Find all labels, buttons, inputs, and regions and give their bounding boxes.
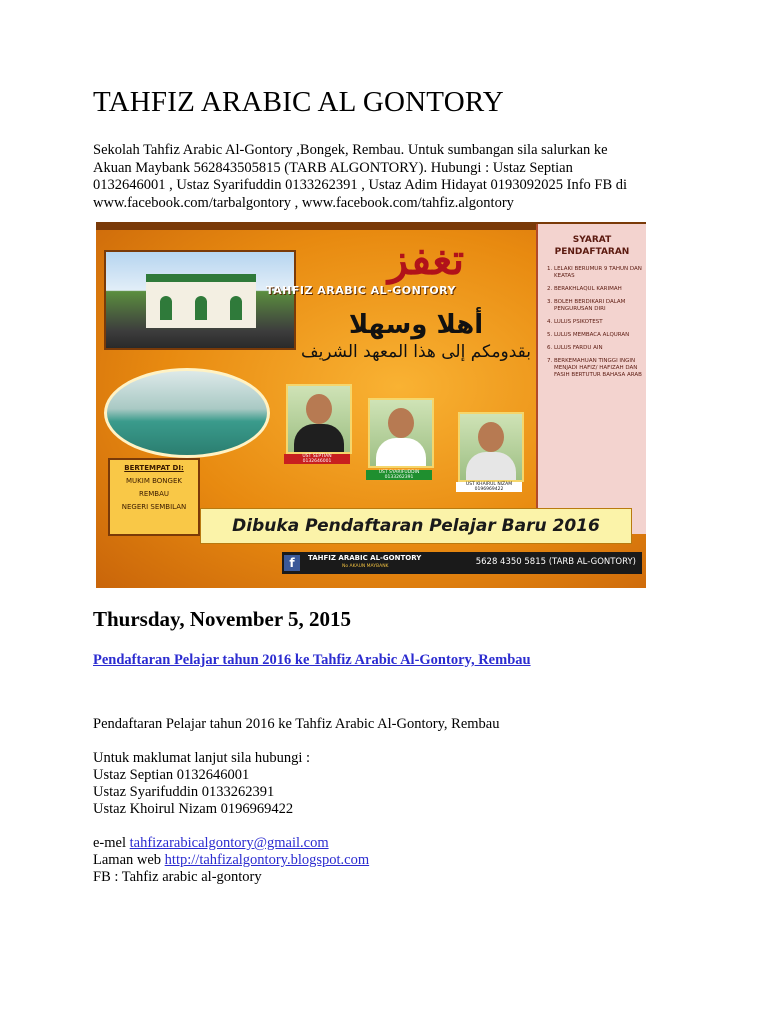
requirement-item: 4. LULUS PSIKOTEST	[554, 319, 642, 326]
teacher-face	[388, 408, 414, 438]
footer-school-name: TAHFIZ ARABIC AL-GONTORY	[308, 554, 422, 562]
location-line: MUKIM BONGEK	[126, 477, 182, 485]
contact-line: Ustaz Khoirul Nizam 0196969422	[93, 801, 294, 817]
contact-line: Ustaz Syarifuddin 0133262391	[93, 784, 275, 800]
teacher-photo	[458, 412, 524, 482]
building-window	[230, 296, 242, 320]
intro-line: www.facebook.com/tarbalgontory , www.facebook.com/tahfiz.algontory	[93, 194, 514, 211]
location-line: NEGERI SEMBILAN	[121, 503, 187, 511]
requirement-item: 5. LULUS MEMBACA ALQURAN	[554, 332, 642, 339]
web-line: Laman web http://tahfizalgontory.blogspot.com	[93, 852, 370, 868]
registration-banner-image	[96, 222, 646, 588]
teacher-body	[466, 452, 516, 480]
requirement-item: 7. BERKEMAHUAN TINGGI INGIN MENJADI HAFIZ/ HAFIZAH DAN FASIH BERTUTUR BAHASA ARAB	[554, 358, 642, 379]
teacher-caption: UST KHAIRUL NIZAM 0196969422	[456, 482, 522, 492]
school-building-photo	[104, 250, 296, 350]
building-door	[195, 296, 207, 320]
intro-line: 0132646001 , Ustaz Syarifuddin 0133262391 , Ustaz Adim Hidayat 0193092025 Info FB di	[93, 177, 628, 193]
location-box	[108, 458, 200, 536]
footer-account-label: No AKAUN MAYBANK	[342, 564, 389, 569]
post-title-link[interactable]: Pendaftaran Pelajar tahun 2016 ke Tahfiz Arabic Al-Gontory, Rembau	[93, 652, 531, 668]
facebook-line: FB : Tahfiz arabic al-gontory	[93, 869, 262, 885]
school-calligraphy-logo: ﺗﻐﻔﺰ	[387, 235, 465, 284]
location-title: BERTEMPAT DI:	[124, 464, 184, 472]
requirement-item: 6. LULUS FARDU AIN	[554, 345, 642, 352]
website-link[interactable]: http://tahfizalgontory.blogspot.com	[164, 852, 370, 868]
requirement-item: 1. LELAKI BERUMUR 9 TAHUN DAN KEATAS	[554, 266, 642, 280]
footer-account-number: 5628 4350 5815 (TARB AL-GONTORY)	[475, 557, 636, 567]
requirements-title: SYARAT PENDAFTARAN	[554, 235, 630, 257]
contact-heading: Untuk maklumat lanjut sila hubungi :	[93, 750, 311, 766]
teacher-caption: UST SYARIFUDDIN 0133262391	[366, 470, 432, 480]
email-link[interactable]: tahfizarabicalgontory@gmail.com	[129, 835, 329, 851]
building-shape	[146, 274, 256, 328]
contact-line: Ustaz Septian 0132646001	[93, 767, 250, 783]
requirements-panel	[536, 224, 646, 534]
post-intro: Pendaftaran Pelajar tahun 2016 ke Tahfiz Arabic Al-Gontory, Rembau	[93, 716, 500, 732]
intro-line: Sekolah Tahfiz Arabic Al-Gontory ,Bongek, Rembau. Untuk sumbangan sila salurkan ke	[93, 142, 608, 158]
intro-paragraph	[93, 142, 683, 212]
arabic-welcome	[296, 310, 536, 362]
requirement-item: 2. BERAKHLAQUL KARIMAH	[554, 286, 642, 293]
teacher-caption: UST SEPTIAN 0132646001	[284, 454, 350, 464]
arabic-welcome-title: أهلا وسهلا	[348, 310, 484, 340]
post-date-heading: Thursday, November 5, 2015	[93, 607, 352, 631]
teacher-photo	[368, 398, 434, 468]
building-window	[160, 296, 172, 320]
teacher-body	[294, 424, 344, 452]
prayer-hall-photo	[104, 368, 270, 458]
facebook-icon: f	[284, 555, 300, 571]
registration-slogan: Dibuka Pendaftaran Pelajar Baru 2016	[200, 508, 632, 544]
email-line: e-mel tahfizarabicalgontory@gmail.com	[93, 835, 329, 851]
banner-footer	[282, 552, 642, 574]
requirement-item: 3. BOLEH BERDIKARI DALAM PENGURUSAN DIRI	[554, 299, 642, 313]
intro-line: Akuan Maybank 562843505815 (TARB ALGONTORY). Hubungi : Ustaz Septian	[93, 159, 573, 176]
page-title: TAHFIZ ARABIC AL GONTORY	[93, 86, 504, 118]
arabic-welcome-subtitle: بقدومكم إلى هذا المعهد الشريف	[300, 342, 532, 362]
teacher-photo	[286, 384, 352, 454]
teacher-face	[478, 422, 504, 452]
teacher-body	[376, 438, 426, 466]
location-line: REMBAU	[138, 490, 170, 498]
banner-school-name: TAHFIZ ARABIC AL-GONTORY	[266, 284, 457, 297]
requirements-list	[538, 266, 646, 379]
post-body	[93, 716, 683, 886]
teacher-face	[306, 394, 332, 424]
